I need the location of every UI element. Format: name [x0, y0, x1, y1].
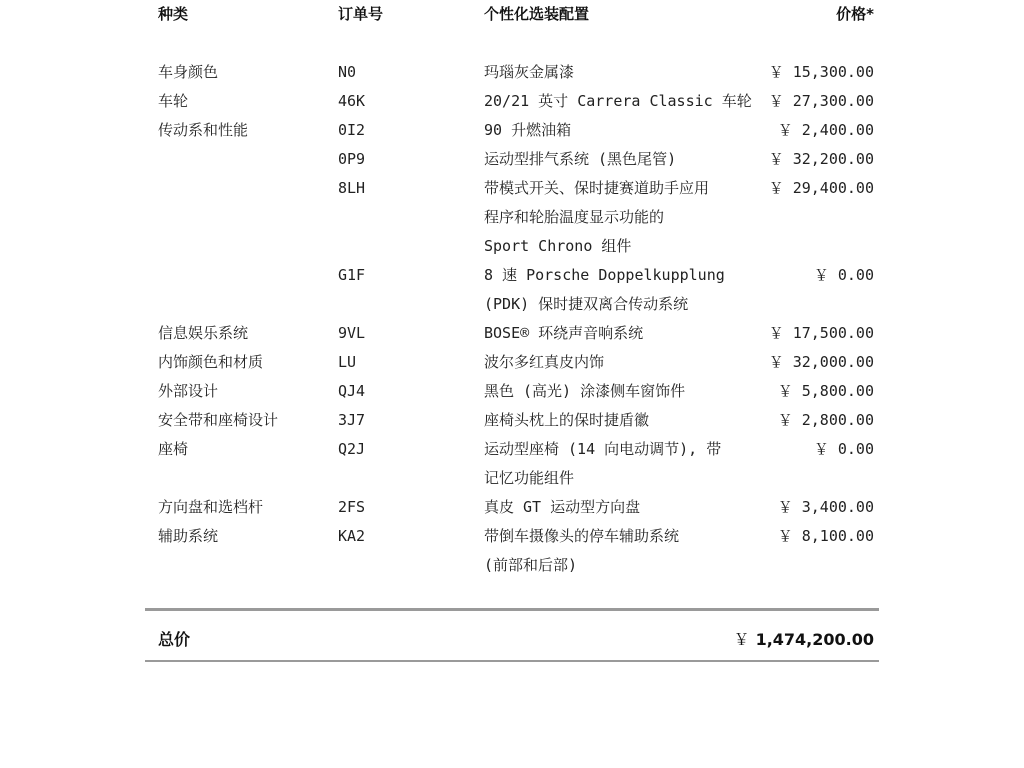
row-configuration-line: 玛瑙灰金属漆	[484, 63, 575, 81]
row-configuration-line: 带模式开关、保时捷赛道助手应用	[484, 179, 710, 197]
row-configuration-line: Sport Chrono 组件	[484, 237, 632, 255]
table-row	[158, 493, 874, 522]
row-price: ￥ 0.00	[813, 266, 874, 284]
row-configuration	[484, 116, 754, 145]
row-order-code: 2FS	[338, 498, 366, 516]
row-configuration-line: 带倒车摄像头的停车辅助系统	[484, 527, 680, 545]
row-order-code: LU	[338, 353, 357, 371]
row-price: ￥ 32,000.00	[768, 353, 874, 371]
row-order-code: 9VL	[338, 324, 366, 342]
row-order-code: 0P9	[338, 150, 366, 168]
table-row	[158, 174, 874, 261]
row-configuration	[484, 174, 754, 261]
row-price: ￥ 17,500.00	[768, 324, 874, 342]
row-order-code: 46K	[338, 92, 366, 110]
table-row	[158, 261, 874, 319]
row-price: ￥ 27,300.00	[768, 92, 874, 110]
row-price: ￥ 2,800.00	[777, 411, 874, 429]
row-category: 辅助系统	[158, 527, 219, 545]
row-configuration-line: 座椅头枕上的保时捷盾徽	[484, 411, 650, 429]
table-row	[158, 319, 874, 348]
row-category: 传动系和性能	[158, 121, 249, 139]
row-configuration	[484, 145, 754, 174]
row-order-code: QJ4	[338, 382, 366, 400]
row-price: ￥ 32,200.00	[768, 150, 874, 168]
row-price: ￥ 5,800.00	[777, 382, 874, 400]
row-price: ￥ 2,400.00	[777, 121, 874, 139]
row-category: 方向盘和选档杆	[158, 498, 264, 516]
table-row	[158, 377, 874, 406]
total-amount: 1,474,200.00	[755, 630, 874, 649]
header-order-code: 订单号	[338, 5, 384, 23]
row-category: 座椅	[158, 440, 189, 458]
row-configuration-line: 真皮 GT 运动型方向盘	[484, 498, 641, 516]
row-configuration	[484, 522, 754, 580]
row-configuration-line: 黑色 (高光) 涂漆侧车窗饰件	[484, 382, 686, 400]
table-row	[158, 87, 874, 116]
total-value	[734, 627, 874, 650]
row-configuration	[484, 87, 754, 116]
options-table	[158, 58, 874, 580]
total-divider-bottom	[145, 660, 879, 662]
row-configuration-line: 20/21 英寸 Carrera Classic 车轮	[484, 92, 752, 110]
total-currency: ￥	[733, 630, 750, 649]
table-row	[158, 406, 874, 435]
row-configuration-line: BOSE® 环绕声音响系统	[484, 324, 644, 342]
row-price: ￥ 0.00	[813, 440, 874, 458]
row-order-code: N0	[338, 63, 357, 81]
row-configuration	[484, 348, 754, 377]
row-configuration	[484, 319, 754, 348]
row-configuration-line: 8 速 Porsche Doppelkupplung	[484, 266, 725, 284]
row-order-code: 0I2	[338, 121, 366, 139]
row-category: 外部设计	[158, 382, 219, 400]
row-price: ￥ 3,400.00	[777, 498, 874, 516]
row-price: ￥ 15,300.00	[768, 63, 874, 81]
row-price: ￥ 29,400.00	[768, 179, 874, 197]
row-order-code: KA2	[338, 527, 366, 545]
row-category: 车轮	[158, 92, 189, 110]
row-configuration-line: 运动型排气系统 (黑色尾管)	[484, 150, 677, 168]
total-row	[158, 627, 874, 653]
row-configuration	[484, 435, 754, 493]
row-price: ￥ 8,100.00	[777, 527, 874, 545]
row-configuration	[484, 58, 754, 87]
total-label: 总价	[158, 630, 191, 649]
row-configuration-line: 波尔多红真皮内饰	[484, 353, 605, 371]
row-configuration	[484, 377, 754, 406]
row-configuration	[484, 261, 754, 319]
row-configuration-line: (PDK) 保时捷双离合传动系统	[484, 295, 689, 313]
row-order-code: Q2J	[338, 440, 366, 458]
row-configuration-line: (前部和后部)	[484, 556, 578, 574]
table-row	[158, 435, 874, 493]
row-order-code: 3J7	[338, 411, 366, 429]
header-configuration: 个性化选装配置	[484, 5, 590, 23]
row-category: 内饰颜色和材质	[158, 353, 264, 371]
row-configuration-line: 记忆功能组件	[484, 469, 575, 487]
table-row	[158, 58, 874, 87]
row-configuration-line: 程序和轮胎温度显示功能的	[484, 208, 665, 226]
header-category: 种类	[158, 5, 189, 23]
table-header	[158, 3, 874, 27]
table-row	[158, 116, 874, 145]
table-row	[158, 522, 874, 580]
total-divider-top	[145, 608, 879, 611]
row-order-code: G1F	[338, 266, 366, 284]
row-category: 车身颜色	[158, 63, 219, 81]
table-row	[158, 145, 874, 174]
header-price: 价格*	[836, 5, 874, 23]
table-row	[158, 348, 874, 377]
row-configuration-line: 90 升燃油箱	[484, 121, 572, 139]
row-configuration	[484, 406, 754, 435]
row-category: 安全带和座椅设计	[158, 411, 279, 429]
row-configuration-line: 运动型座椅 (14 向电动调节), 带	[484, 440, 722, 458]
row-order-code: 8LH	[338, 179, 366, 197]
row-category: 信息娱乐系统	[158, 324, 249, 342]
row-configuration	[484, 493, 754, 522]
